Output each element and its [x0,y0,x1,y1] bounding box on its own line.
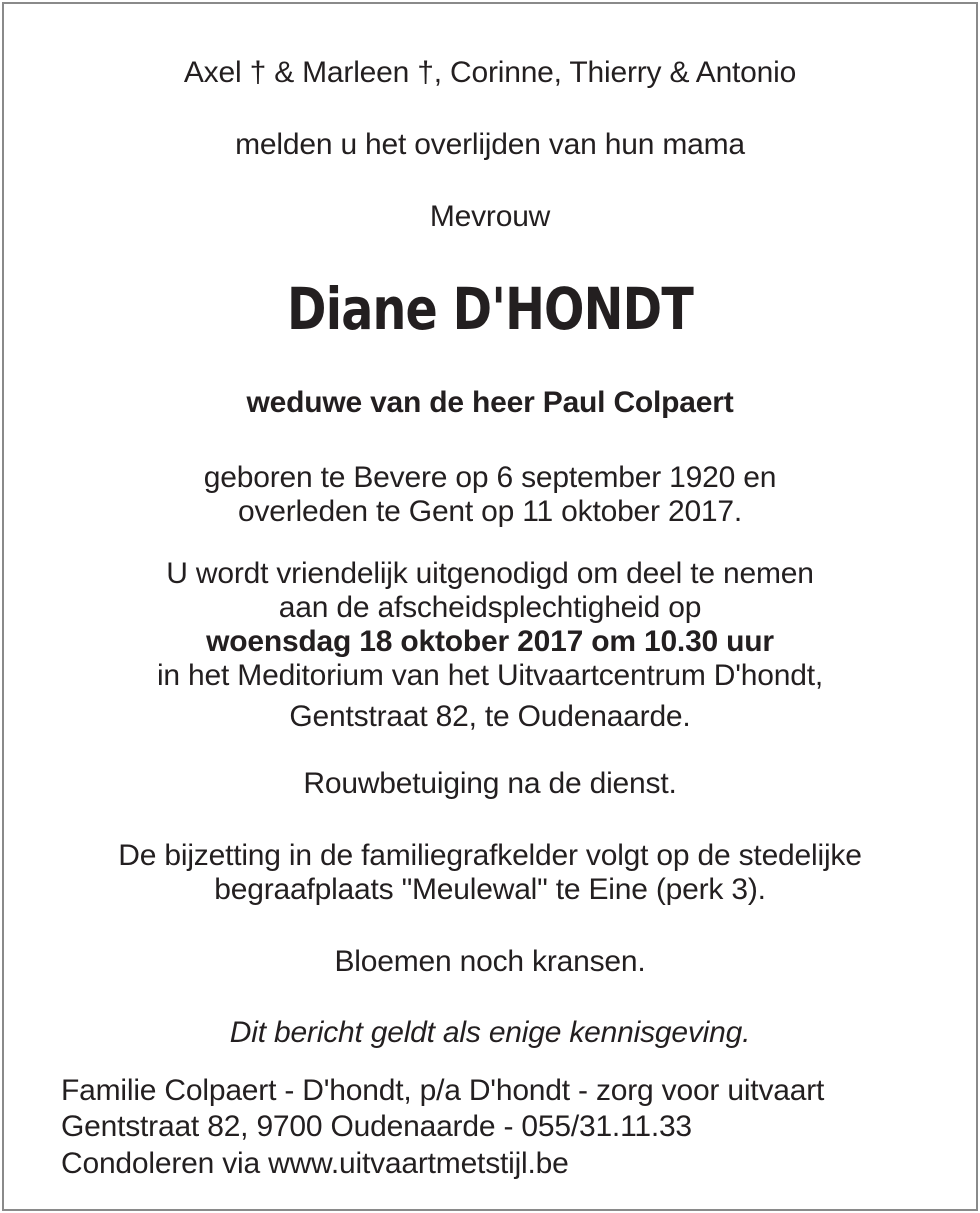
widow-of-line: weduwe van de heer Paul Colpaert [246,386,734,419]
deceased-name: Diane D'HONDT [287,275,693,343]
obituary-notice [2,2,978,1211]
venue-line-1: in het Meditorium van het Uitvaartcentrum D'hondt, [156,659,824,692]
birth-line: geboren te Bevere op 6 september 1920 en [203,461,777,494]
sole-notice-line: Dit bericht geldt als enige kennisgeving. [229,1016,751,1049]
salutation: Mevrouw [429,200,551,233]
invitation-line-2: aan de afscheidsplechtigheid op [278,591,702,624]
burial-line-1: De bijzetting in de familiegrafkelder volgt op de stedelijke [118,839,862,872]
contact-line-3: Condoleren via www.uitvaartmetstijl.be [61,1147,569,1180]
family-members-line: Axel † & Marleen †, Corinne, Thierry & Antonio [183,56,797,89]
invitation-line-1: U wordt vriendelijk uitgenodigd om deel te nemen [166,557,814,590]
contact-line-1: Familie Colpaert - D'hondt, p/a D'hondt - zorg voor uitvaart [61,1074,825,1107]
condolence-note: Rouwbetuiging na de dienst. [303,767,677,800]
burial-line-2: begraafplaats "Meulewal" te Eine (perk 3). [214,873,766,906]
venue-line-2: Gentstraat 82, te Oudenaarde. [289,700,691,733]
contact-line-2: Gentstraat 82, 9700 Oudenaarde - 055/31.11.33 [61,1110,692,1143]
death-line: overleden te Gent op 11 oktober 2017. [237,495,743,528]
ceremony-datetime: woensdag 18 oktober 2017 om 10.30 uur [206,625,774,658]
flowers-note: Bloemen noch kransen. [334,945,646,978]
announcement-line: melden u het overlijden van hun mama [235,128,745,161]
